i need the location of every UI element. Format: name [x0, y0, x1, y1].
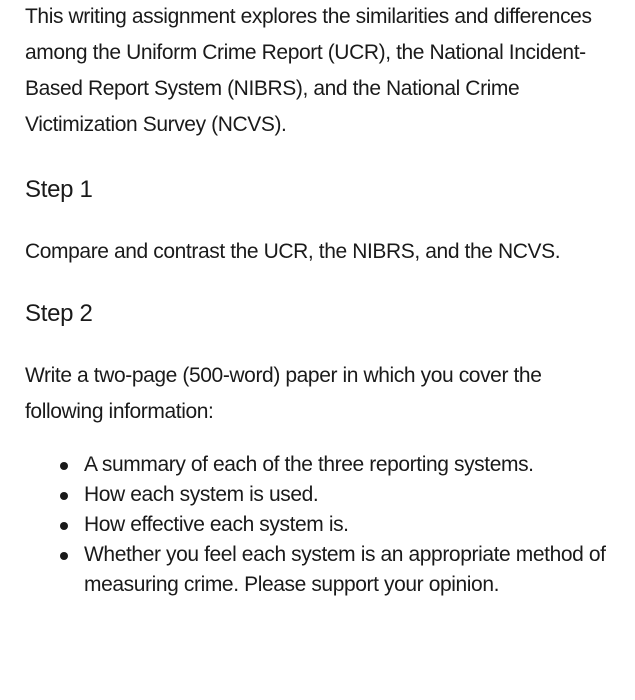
step-1-heading: Step 1	[25, 176, 93, 203]
bullet-icon	[60, 552, 68, 560]
list-item-text: How effective each system is.	[84, 513, 349, 536]
bullet-icon	[60, 492, 68, 500]
list-item	[84, 480, 620, 510]
list-item	[84, 510, 620, 540]
list-item-text: How each system is used.	[84, 483, 319, 506]
step-2-text: Write a two-page (500-word) paper in which you cover the following information:	[25, 364, 542, 423]
list-item-text: Whether you feel each system is an appropriate method of measuring crime. Please support your opinion.	[84, 543, 606, 596]
assignment-document	[25, 0, 620, 600]
bullet-icon	[60, 522, 68, 530]
list-item-text: A summary of each of the three reporting systems.	[84, 453, 534, 476]
requirements-list	[25, 450, 620, 600]
list-item	[84, 540, 620, 600]
step-2-heading: Step 2	[25, 300, 93, 327]
step-1-text: Compare and contrast the UCR, the NIBRS, and the NCVS.	[25, 240, 561, 263]
list-item	[84, 450, 620, 480]
intro-paragraph: This writing assignment explores the similarities and differences among the Uniform Crime Report (UCR), the National Incident-Based Report System (NIBRS), and the National Crime Victimization Survey (NCVS).	[25, 5, 592, 136]
bullet-icon	[60, 462, 68, 470]
